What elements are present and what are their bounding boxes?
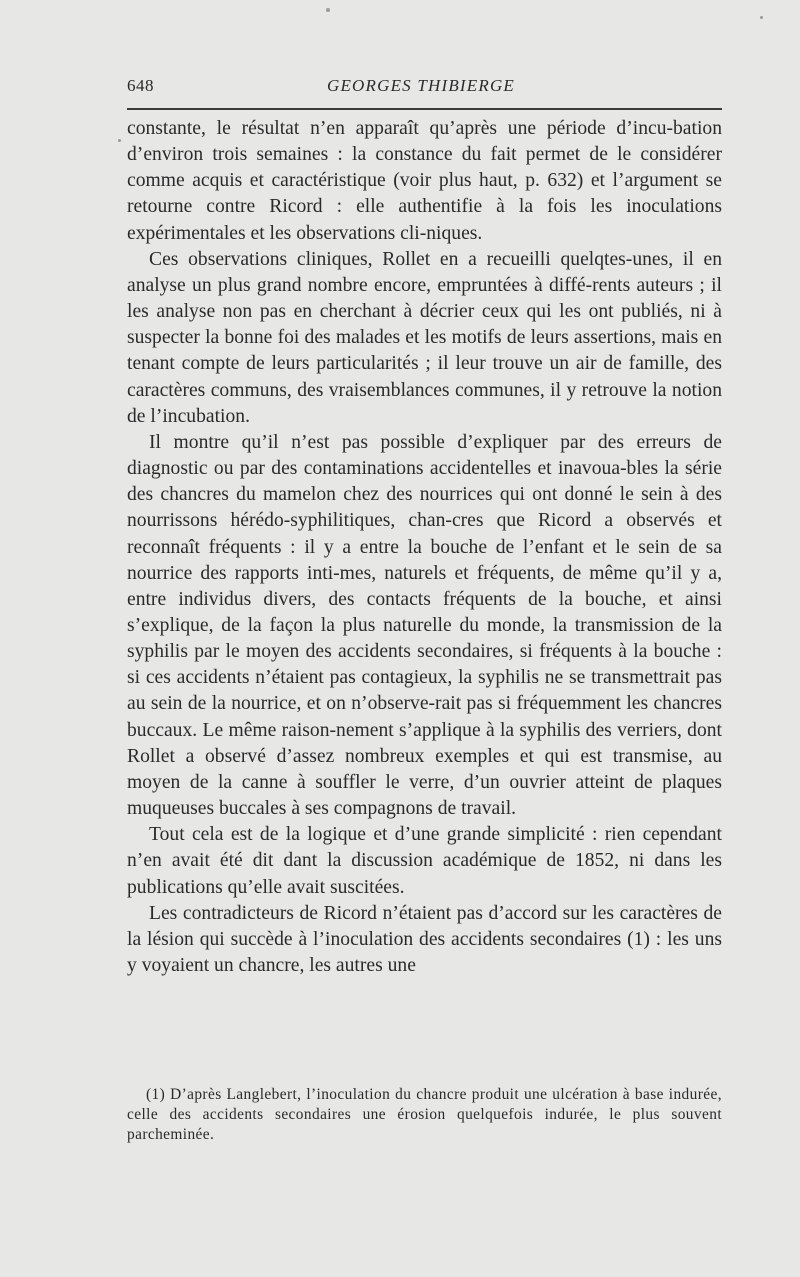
page-number: 648 — [127, 76, 154, 95]
paragraph-5: Les contradicteurs de Ricord n’étaient pas d’accord sur les caractères de la lésion qui succède à l’inoculation des accidents secondaires (1) : les uns y voyaient un chancre, les autres une — [127, 902, 722, 976]
paragraph-1: constante, le résultat n’en apparaît qu’après une période d’incu-bation d’environ trois semaines : la constance du fait permet de le considérer comme acquis et caractéristique (voir plus haut, p. 632) et l’argument se retourne contre Ricord : elle authentifie à la fois les inoculations expérimentales et les observations cli-niques. — [127, 118, 722, 244]
paper-speck — [760, 16, 763, 19]
paragraph-2: Ces observations cliniques, Rollet en a recueilli quelqtes-unes, il en analyse un plus grand nombre encore, empruntées à diffé-rents auteurs ; il les analyse non pas en cherchant à décrier ceux qui les ont publiés, ni à suspecter la bonne foi des malades et les motifs de leurs assertions, mais en tenant compte de leurs particularités ; il leur trouve un air de famille, des caractères communs, des vraisemblances communes, il y retrouve la notion de l’incubation. — [127, 248, 722, 427]
footnotes — [127, 1085, 722, 1145]
paper-speck — [326, 8, 330, 12]
running-title: GEORGES THIBIERGE — [327, 76, 516, 95]
paper-speck — [118, 139, 121, 142]
paragraph-3: Il montre qu’il n’est pas possible d’expliquer par des erreurs de diagnostic ou par des contaminations accidentelles et inavoua-bles la série des chancres du mamelon chez des nourrices qui ont donné le sein à des nourrissons hérédo-syphilitiques, chan-cres que Ricord a observés et reconnaît fréquents : il y a entre la bouche de l’enfant et le sein de sa nourrice des rapports inti-mes, naturels et fréquents, de même qu’il y a, entre individus divers, des contacts fréquents de la bouche, et ainsi s’explique, de la façon la plus naturelle du monde, la transmission de la syphilis par le moyen des accidents secondaires, si fréquents à la bouche : si ces accidents n’étaient pas contagieux, la syphilis ne se transmettrait pas au sein de la nourrice, et on n’observe-rait pas si fréquemment les chancres buccaux. Le même raison-nement s’applique à la syphilis des verriers, dont Rollet a observé d’assez nombreux exemples et qui est transmise, au moyen de la canne à souffler le verre, d’un ouvrier atteint de plaques muqueuses buccales à ses compagnons de travail. — [127, 431, 722, 820]
footnote-1: (1) D’après Langlebert, l’inoculation du chancre produit une ulcération à base indurée, celle des accidents secondaires une érosion quelquefois indurée, le plus souvent parcheminée. — [127, 1086, 722, 1143]
running-head — [127, 76, 722, 100]
paragraph-4: Tout cela est de la logique et d’une grande simplicité : rien cependant n’en avait été dit dant la discussion académique de 1852, ni dans les publications qu’elle avait suscitées. — [127, 824, 722, 898]
body-text — [127, 116, 722, 979]
header-rule — [127, 108, 722, 110]
